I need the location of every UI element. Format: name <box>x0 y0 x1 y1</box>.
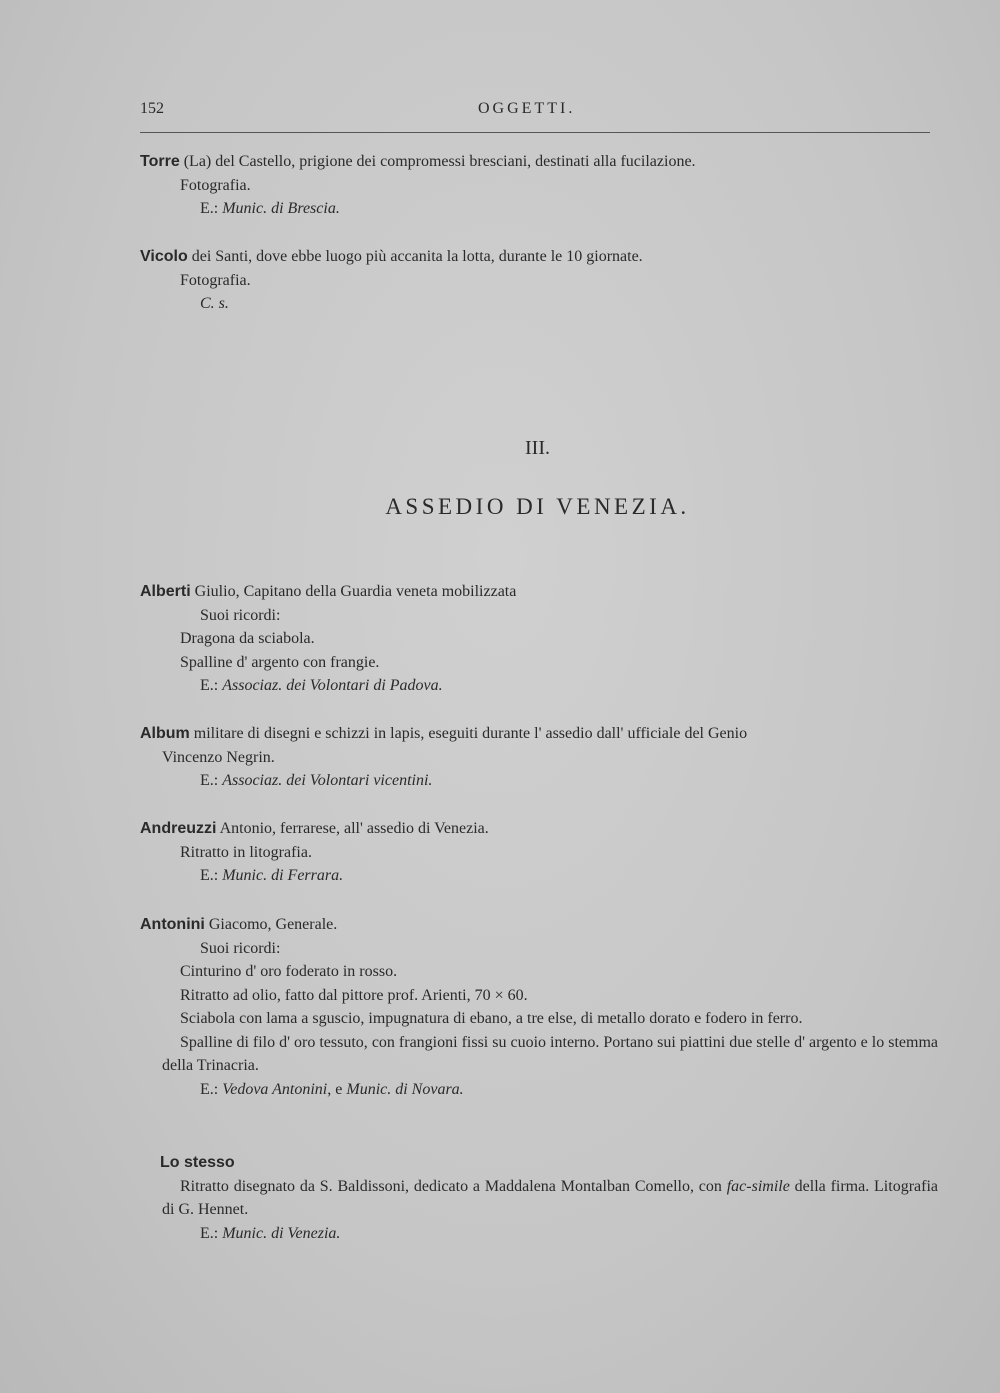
source-prefix: E.: <box>200 200 223 217</box>
entry-line: Dragona da sciabola. <box>180 630 315 647</box>
entry-andreuzzi <box>140 817 940 888</box>
source-text: Munic. di Brescia. <box>222 200 340 217</box>
page-number: 152 <box>140 100 164 117</box>
entry-lemma: Antonini <box>140 916 205 933</box>
section-title: ASSEDIO DI VENEZIA. <box>385 494 690 519</box>
entry-line: Cinturino d' oro foderato in rosso. <box>180 963 398 980</box>
entry-paragraph: Sciabola con lama a sguscio, impugnatura di ebano, a tre else, di metallo dorato e fodero in ferro. <box>180 1010 803 1027</box>
entry-line: Vincenzo Negrin. <box>162 748 275 766</box>
entry-line: Suoi ricordi: <box>200 606 281 624</box>
entry-alberti <box>140 580 940 698</box>
running-head: OGGETTI. <box>478 100 576 117</box>
entry-line: Suoi ricordi: <box>200 939 281 957</box>
entry-lo-stesso <box>140 1151 940 1245</box>
entry-text-italic: fac-simile <box>726 1177 790 1195</box>
entry-lemma: Album <box>140 725 190 742</box>
entry-album <box>140 722 940 793</box>
source-prefix: E.: <box>200 772 223 789</box>
entry-line: Ritratto ad olio, fatto dal pittore prof. Arienti, 70 × 60. <box>180 986 528 1004</box>
source-prefix: E.: <box>200 677 223 694</box>
entry-antonini <box>140 913 940 1101</box>
entry-lemma: Torre <box>140 153 180 170</box>
entry-text: della firma. Litografia di G. Hennet. <box>162 1177 939 1218</box>
entry-text: Giulio, Capitano della Guardia veneta mobilizzata <box>194 583 517 600</box>
source-conjunction: , e <box>327 1080 347 1098</box>
source-text: Associaz. dei Volontari vicentini. <box>222 772 433 789</box>
entry-lemma: Alberti <box>140 583 191 600</box>
entry-text: Giacomo, Generale. <box>208 916 338 933</box>
entry-line: Fotografia. <box>180 176 251 194</box>
entry-paragraph: Spalline di filo d' oro tessuto, con frangioni fissi su cuoio interno. Portano sui piattini due stelle d' argento e lo stemma della Trinacria. <box>162 1033 938 1074</box>
entry-text: dei Santi, dove ebbe luogo più accanita la lotta, durante le 10 giornate. <box>191 248 643 265</box>
source-text: Vedova Antonini <box>222 1080 328 1098</box>
entry-torre <box>140 150 940 221</box>
entry-lemma: Andreuzzi <box>140 820 217 837</box>
source-text: C. s. <box>200 295 229 312</box>
entry-paragraph <box>140 1175 938 1222</box>
header-rule <box>140 132 930 133</box>
page-header <box>140 96 930 126</box>
source-prefix: E.: <box>200 1224 223 1242</box>
entry-line: Ritratto in litografia. <box>180 843 312 861</box>
entry-text: Ritratto disegnato da S. Baldissoni, dedicato a Maddalena Montalban Comello, con <box>180 1177 727 1195</box>
entry-lemma: Lo stesso <box>160 1154 235 1171</box>
entry-vicolo <box>140 245 940 316</box>
source-text: Associaz. dei Volontari di Padova. <box>222 677 443 694</box>
source-prefix: E.: <box>200 1080 223 1098</box>
entry-text: militare di disegni e schizzi in lapis, eseguiti durante l' assedio dall' ufficiale del Genio <box>193 725 748 742</box>
entry-text: (La) del Castello, prigione dei compromessi bresciani, destinati alla fucilazione. <box>183 153 696 170</box>
entry-line: Fotografia. <box>180 271 251 289</box>
entry-lemma: Vicolo <box>140 248 188 265</box>
section-number: III. <box>525 437 550 459</box>
entry-text: Antonio, ferrarese, all' assedio di Venezia. <box>219 820 489 837</box>
source-text: Munic. di Novara. <box>346 1080 464 1098</box>
source-prefix: E.: <box>200 867 223 884</box>
entry-line: Spalline d' argento con frangie. <box>180 653 380 671</box>
source-text: Munic. di Ferrara. <box>222 867 344 884</box>
source-text: Munic. di Venezia. <box>222 1224 341 1242</box>
